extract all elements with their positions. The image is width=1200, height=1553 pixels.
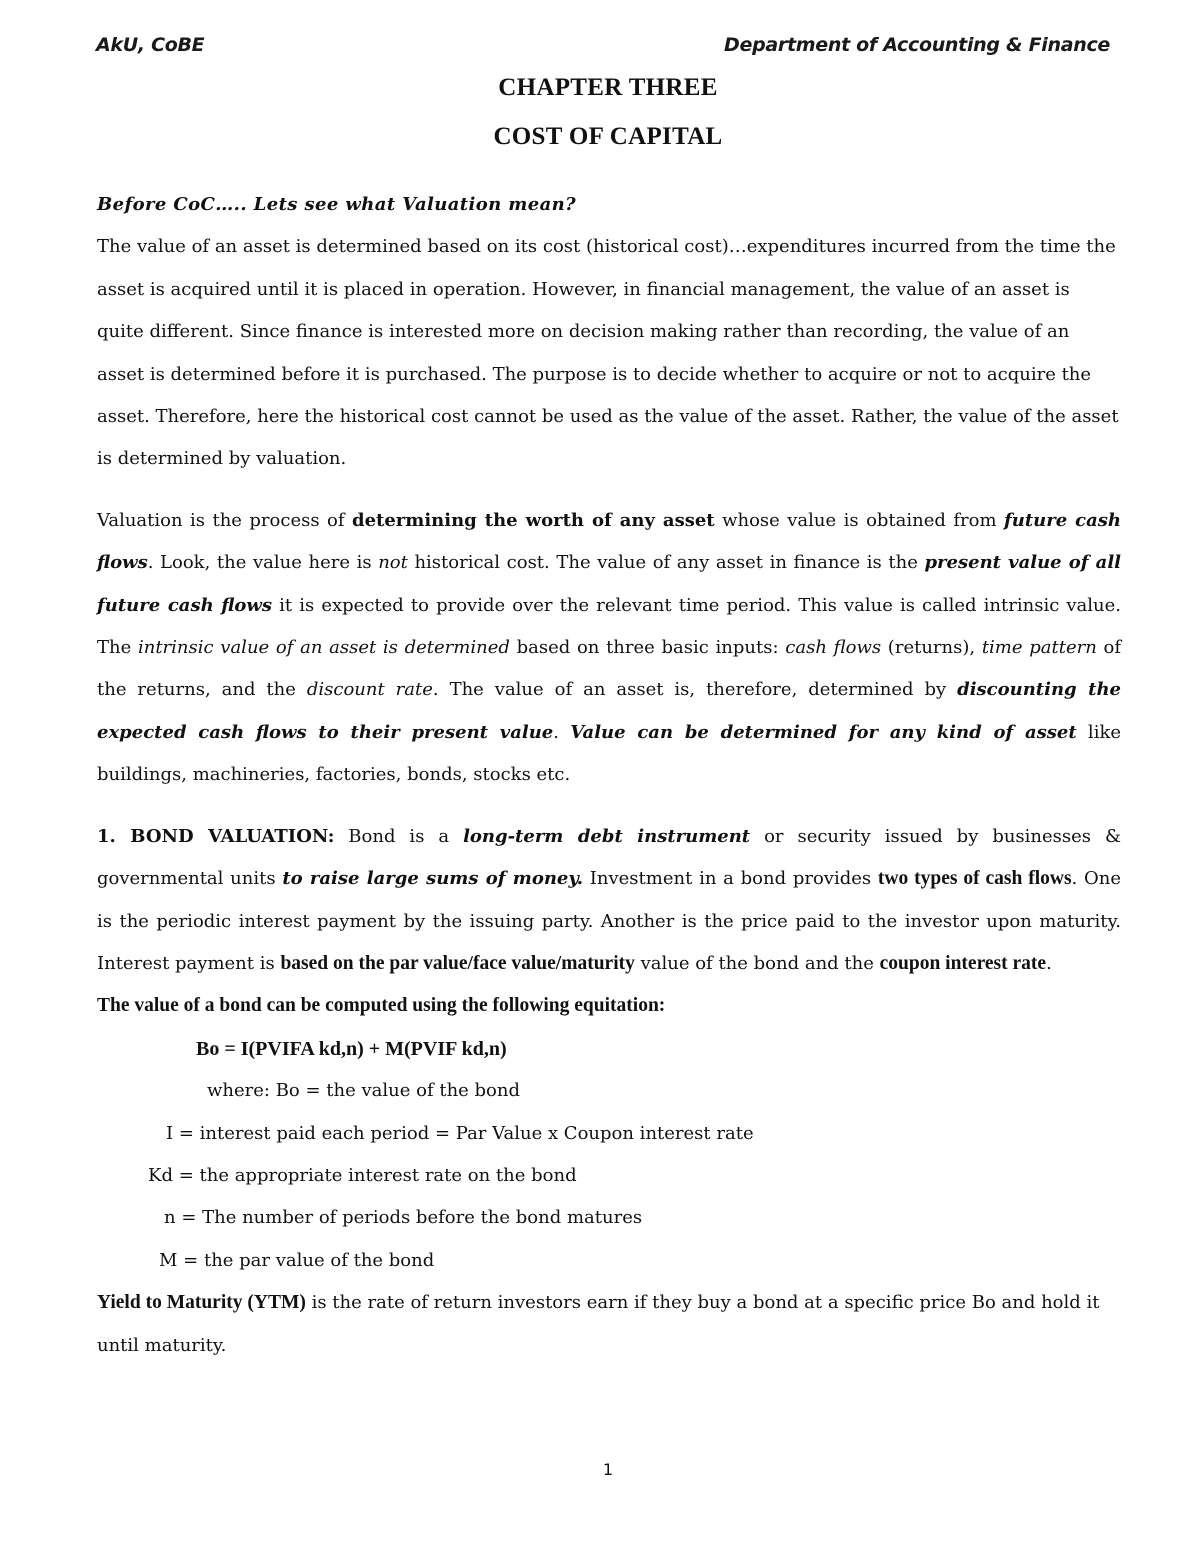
intro-paragraph: The value of an asset is determined based on its cost (historical cost)…expenditures incurred from the time the asset is acquired until it is placed in operation. However, in financial management, the value of an asset is quite different. Since finance is interested more on decision making rather than recording, the value of an asset is determined before it is purchased. The purpose is to decide whether to acquire or not to acquire the asset. Therefore, here the historical cost cannot be used as the value of the asset. Rather, the value of the asset is determined by valuation.	[97, 236, 1119, 470]
bond-paragraph	[97, 816, 1121, 986]
bond-text: value of the bond and the	[634, 952, 880, 974]
valuation-text: (returns),	[881, 637, 982, 659]
formula-definition: M = the par value of the bond	[159, 1249, 435, 1271]
valuation-text: it is expected to provide over the relevant time period. This value is called intrinsic value. The	[97, 594, 1122, 659]
valuation-emphasis: determining the worth of any asset	[351, 509, 715, 531]
bond-text: .	[1046, 952, 1052, 974]
valuation-emphasis: intrinsic value of an asset is determined	[137, 637, 510, 659]
valuation-text: historical cost. The value of any asset in finance is the	[407, 552, 925, 574]
valuation-text: whose value is obtained from	[714, 509, 1004, 531]
valuation-emphasis: future cash flows	[97, 509, 1122, 574]
valuation-text: like buildings, machineries, factories, bonds, stocks etc.	[97, 721, 1122, 786]
valuation-text: of the returns, and the	[97, 637, 1121, 701]
bond-text: . One is the periodic interest payment by the issuing party. Another is the price paid to the investor upon maturity. Interest payment is	[97, 868, 1121, 974]
valuation-text: based on three basic inputs:	[509, 637, 786, 659]
valuation-emphasis: discounting the expected cash flows to their present value	[97, 679, 1121, 743]
page-number: 1	[602, 1460, 614, 1479]
valuation-emphasis: present value of all future cash flows	[97, 552, 1121, 616]
formula-definition: I = interest paid each period = Par Value x Coupon interest rate	[166, 1122, 754, 1144]
ytm-paragraph	[97, 1282, 1121, 1367]
formula-intro: The value of a bond can be computed using the following equitation:	[97, 995, 666, 1017]
bond-text: or security issued by businesses & governmental units	[97, 825, 1122, 890]
valuation-text: . The value of an asset is, therefore, determined by	[432, 679, 958, 701]
bond-emphasis: long-term debt instrument	[463, 825, 751, 847]
body-content	[97, 184, 1121, 1367]
bond-emphasis: two types of cash flows	[877, 868, 1072, 890]
bond-emphasis: to raise large sums of money.	[282, 868, 584, 890]
valuation-text: .	[553, 721, 571, 743]
valuation-emphasis: Value can be determined for any kind of asset	[570, 721, 1077, 743]
ytm-term: Yield to Maturity (YTM)	[97, 1292, 306, 1314]
valuation-paragraph	[97, 500, 1121, 797]
header-right: Department of Accounting & Finance	[724, 34, 1110, 56]
valuation-emphasis: not	[378, 552, 408, 574]
bond-emphasis: based on the par value/face value/maturity	[280, 952, 635, 974]
formula-definition: Kd = the appropriate interest rate on the bond	[148, 1164, 577, 1186]
ytm-text: is the rate of return investors earn if they buy a bond at a specific price Bo and hold it until maturity.	[97, 1292, 1100, 1356]
valuation-emphasis: cash flows	[785, 637, 882, 659]
header-left: AkU, CoBE	[96, 34, 205, 56]
formula-definition: n = The number of periods before the bond matures	[164, 1207, 643, 1229]
valuation-text: Valuation is the process of	[97, 509, 352, 531]
valuation-emphasis: time pattern	[981, 637, 1097, 659]
valuation-text: . Look, the value here is	[147, 552, 379, 574]
formula-definition: where: Bo = the value of the bond	[207, 1080, 521, 1102]
chapter-title: CHAPTER THREE	[498, 74, 718, 101]
bond-text: Investment in a bond provides	[583, 868, 878, 890]
bond-text: Bond is a	[334, 825, 464, 847]
bond-heading: 1. BOND VALUATION:	[97, 825, 335, 847]
chapter-subtitle: COST OF CAPITAL	[493, 123, 723, 150]
valuation-emphasis: discount rate	[306, 679, 433, 701]
bond-equation: Bo = I(PVIFA kd,n) + M(PVIF kd,n)	[196, 1037, 507, 1060]
bond-emphasis: coupon interest rate	[879, 952, 1047, 974]
intro-lead: Before CoC….. Lets see what Valuation mean?	[97, 194, 577, 215]
